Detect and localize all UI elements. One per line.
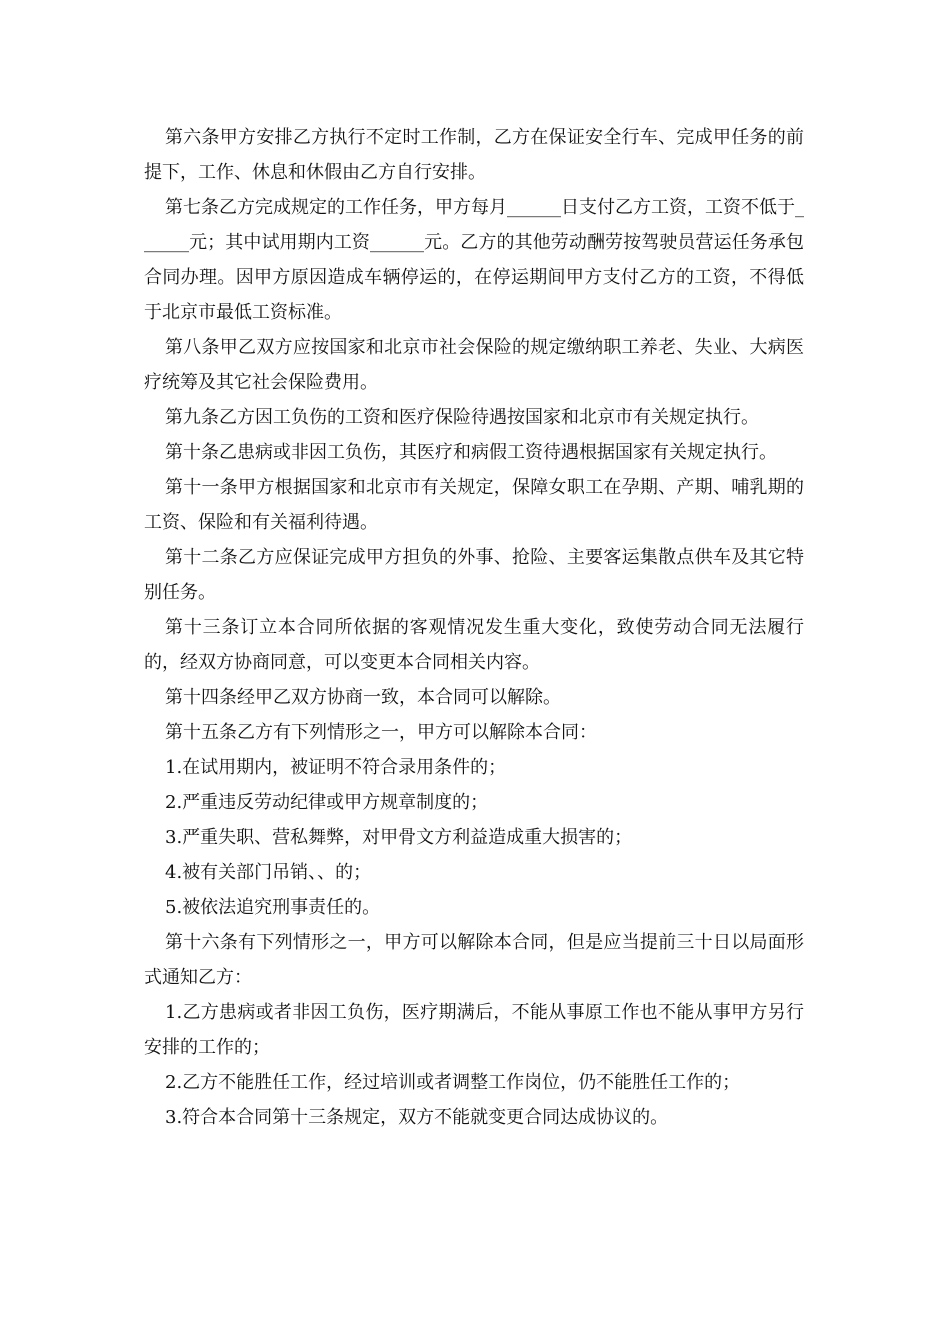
list-item-16-1: 1.乙方患病或者非因工负伤，医疗期满后，不能从事原工作也不能从事甲方另行安排的工作的； xyxy=(144,1002,804,1058)
paragraph-article-6: 第六条甲方安排乙方执行不定时工作制，乙方在保证安全行车、完成甲任务的前提下，工作、休息和休假由乙方自行安排。 xyxy=(144,127,804,183)
paragraph-article-13: 第十三条订立本合同所依据的客观情况发生重大变化，致使劳动合同无法履行的，经双方协商同意，可以变更本合同相关内容。 xyxy=(144,617,804,673)
paragraph-article-12: 第十二条乙方应保证完成甲方担负的外事、抢险、主要客运集散点供车及其它特别任务。 xyxy=(144,547,804,603)
paragraph-article-10: 第十条乙患病或非因工负伤，其医疗和病假工资待遇根据国家有关规定执行。 xyxy=(165,442,777,463)
list-item-15-4: 4.被有关部门吊销、、的； xyxy=(165,862,372,883)
list-item-15-5: 5.被依法追究刑事责任的。 xyxy=(165,897,381,918)
paragraph-article-8: 第八条甲乙双方应按国家和北京市社会保险的规定缴纳职工养老、失业、大病医疗统筹及其它社会保险费用。 xyxy=(144,337,804,393)
list-item-15-1: 1.在试用期内，被证明不符合录用条件的； xyxy=(165,757,507,778)
list-item-15-3: 3.严重失职、营私舞弊，对甲骨文方利益造成重大损害的； xyxy=(165,827,633,848)
list-item-16-3: 3.符合本合同第十三条规定，双方不能就变更合同达成协议的。 xyxy=(165,1107,669,1128)
paragraph-article-9: 第九条乙方因工负伤的工资和医疗保险待遇按国家和北京市有关规定执行。 xyxy=(165,407,759,428)
paragraph-article-11: 第十一条甲方根据国家和北京市有关规定，保障女职工在孕期、产期、哺乳期的工资、保险和有关福利待遇。 xyxy=(144,477,804,533)
list-item-15-2: 2.严重违反劳动纪律或甲方规章制度的； xyxy=(165,792,489,813)
paragraph-article-15: 第十五条乙方有下列情形之一，甲方可以解除本合同： xyxy=(165,722,597,743)
paragraph-article-14: 第十四条经甲乙双方协商一致，本合同可以解除。 xyxy=(165,687,561,708)
paragraph-article-7: 第七条乙方完成规定的工作任务，甲方每月______日支付乙方工资，工资不低于______元；其中试用期内工资______元。乙方的其他劳动酬劳按驾驶员营运任务承包合同办理。因甲方原因造成车辆停运的，在停运期间甲方支付乙方的工资，不得低于北京市最低工资标准。 xyxy=(144,197,804,323)
list-item-16-2: 2.乙方不能胜任工作，经过培训或者调整工作岗位，仍不能胜任工作的； xyxy=(165,1072,741,1093)
document-body xyxy=(144,120,804,1135)
paragraph-article-16: 第十六条有下列情形之一，甲方可以解除本合同，但是应当提前三十日以局面形式通知乙方： xyxy=(144,932,804,988)
